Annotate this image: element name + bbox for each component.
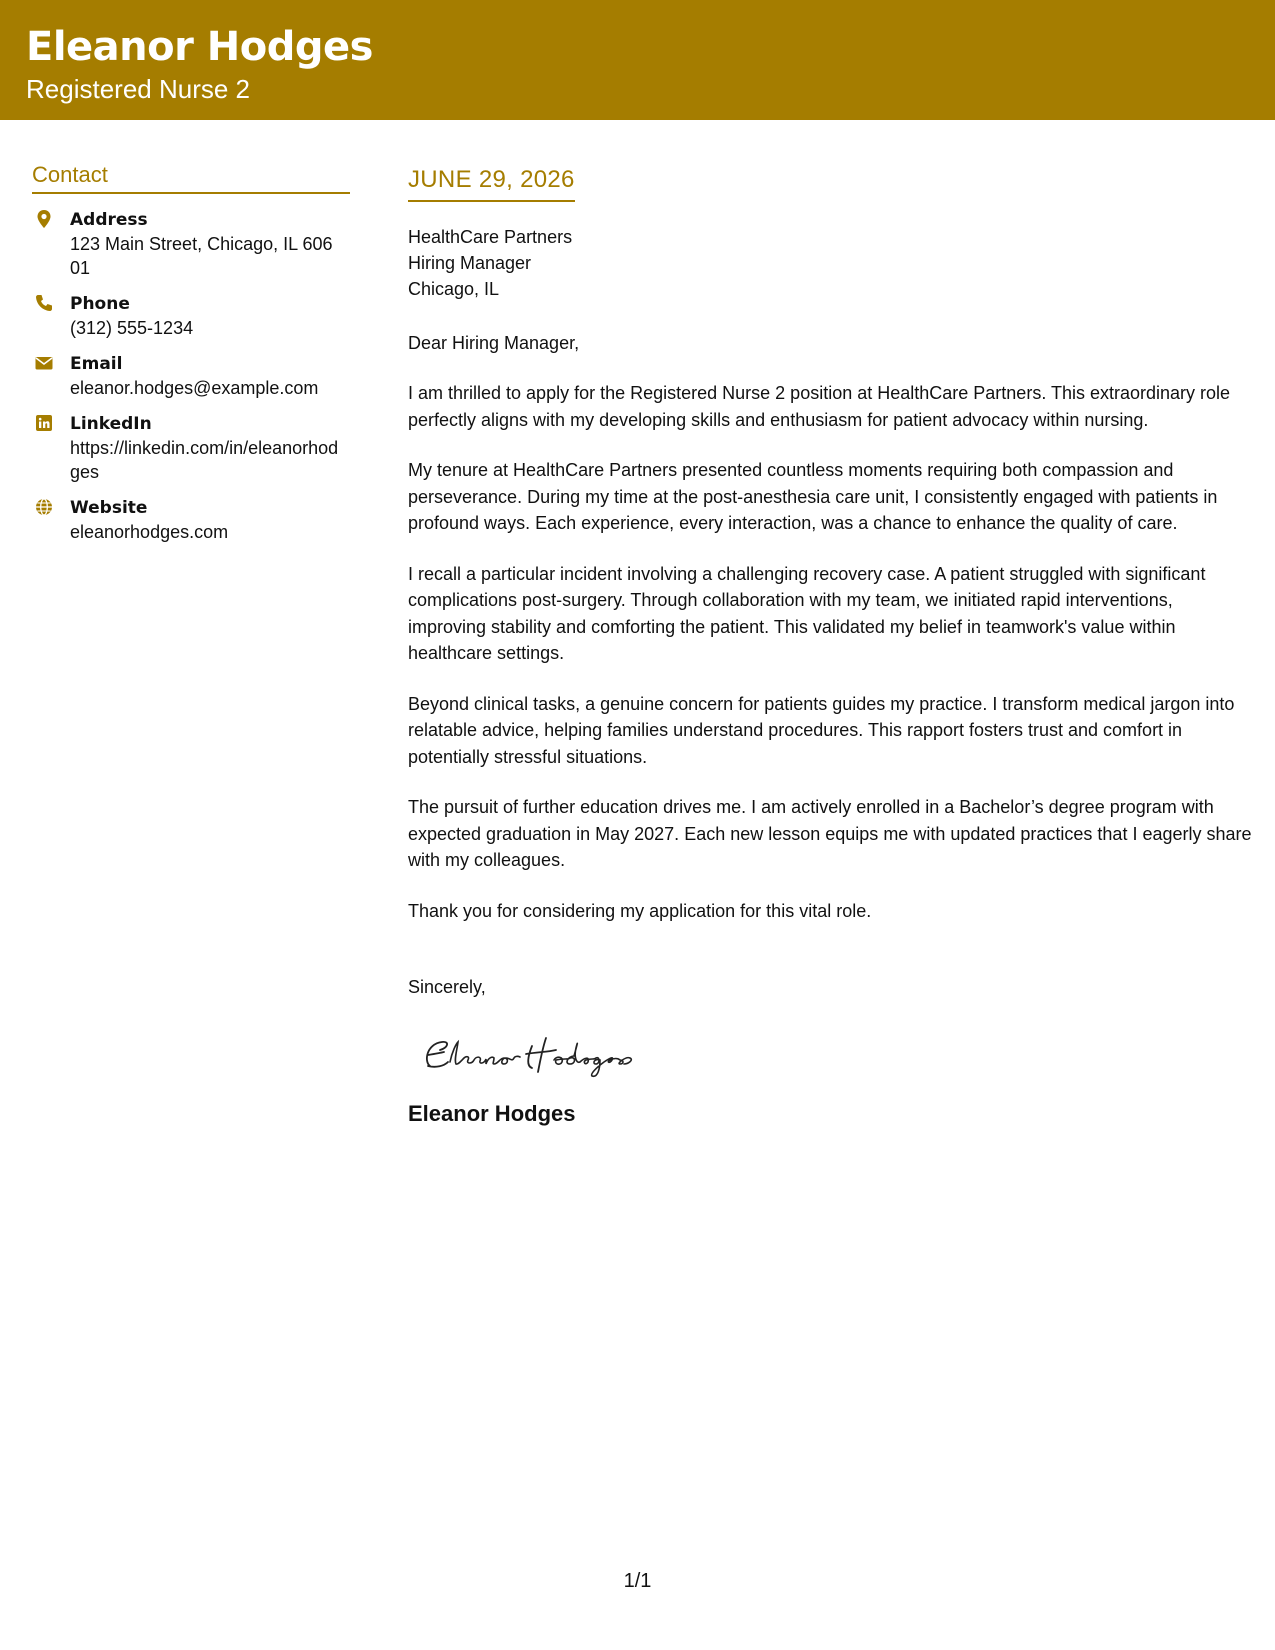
- contact-label-linkedin: LinkedIn: [70, 414, 152, 434]
- recipient-block: [408, 224, 1253, 302]
- paragraph-education: The pursuit of further education drives me. I am actively enrolled in a Bachelor’s degree program with expected graduation in May 2027. Each new lesson equips me with updated practices that I eagerly share with my colleagues.: [408, 797, 1252, 870]
- recipient-location: Chicago, IL: [408, 279, 500, 299]
- contact-value-address: 123 Main Street, Chicago, IL 60601: [70, 234, 333, 278]
- recipient-company: HealthCare Partners: [408, 227, 573, 247]
- contact-label-phone: Phone: [70, 294, 130, 314]
- linkedin-icon: [34, 413, 54, 433]
- map-pin-icon: [34, 209, 54, 229]
- globe-icon: [34, 497, 54, 517]
- contact-label-address: Address: [70, 210, 148, 230]
- contact-value-phone: (312) 555-1234: [70, 318, 194, 338]
- contact-value-linkedin[interactable]: https://linkedin.com/in/eleanorhodges: [70, 438, 339, 482]
- letter-date: JUNE 29, 2026: [408, 166, 575, 202]
- signature-image: [414, 1022, 664, 1082]
- signed-name: Eleanor Hodges: [408, 1101, 576, 1126]
- contact-label-email: Email: [70, 354, 123, 374]
- paragraph-tenure: My tenure at HealthCare Partners presented countless moments requiring both compassion and perseverance. During my time at the post-anesthesia care unit, I consistently engaged with patients in profound ways. Each experience, every interaction, was a chance to enhance the quality of care.: [408, 460, 1218, 533]
- header-banner: [0, 0, 1275, 120]
- paragraph-incident: I recall a particular incident involving a challenging recovery case. A patient struggled with significant complications post-surgery. Through collaboration with my team, we initiated rapid interventions, improving stability and comforting the patient. This validated my belief in teamwork's value within healthcare settings.: [408, 563, 1206, 663]
- paragraph-thanks: Thank you for considering my application for this vital role.: [408, 900, 872, 921]
- page-number: 1/1: [623, 1570, 652, 1592]
- recipient-title: Hiring Manager: [408, 253, 532, 273]
- applicant-role: Registered Nurse 2: [26, 74, 250, 104]
- contact-label-website: Website: [70, 498, 148, 518]
- contact-item-linkedin: [32, 412, 352, 484]
- contact-value-email[interactable]: eleanor.hodges@example.com: [70, 378, 319, 398]
- contact-sidebar: [32, 162, 352, 556]
- contact-value-website[interactable]: eleanorhodges.com: [70, 522, 229, 542]
- paragraph-patient-care: Beyond clinical tasks, a genuine concern for patients guides my practice. I transform medical jargon into relatable advice, helping families understand procedures. This rapport fosters trust and comfort in potentially stressful situations.: [408, 693, 1235, 767]
- envelope-icon: [34, 353, 54, 373]
- contact-list: [32, 208, 352, 544]
- salutation: Dear Hiring Manager,: [408, 333, 580, 353]
- contact-item-phone: [32, 292, 352, 340]
- applicant-name: Eleanor Hodges: [26, 24, 373, 70]
- contact-item-website: [32, 496, 352, 544]
- contact-item-address: [32, 208, 352, 280]
- paragraph-intro: I am thrilled to apply for the Registered Nurse 2 position at HealthCare Partners. This extraordinary role perfectly aligns with my developing skills and enthusiasm for patient advocacy within nursing.: [408, 383, 1231, 430]
- contact-section-title: Contact: [32, 162, 350, 194]
- phone-icon: [34, 293, 54, 313]
- letter-body: [408, 166, 1253, 1127]
- contact-item-email: [32, 352, 352, 400]
- closing: Sincerely,: [408, 977, 486, 997]
